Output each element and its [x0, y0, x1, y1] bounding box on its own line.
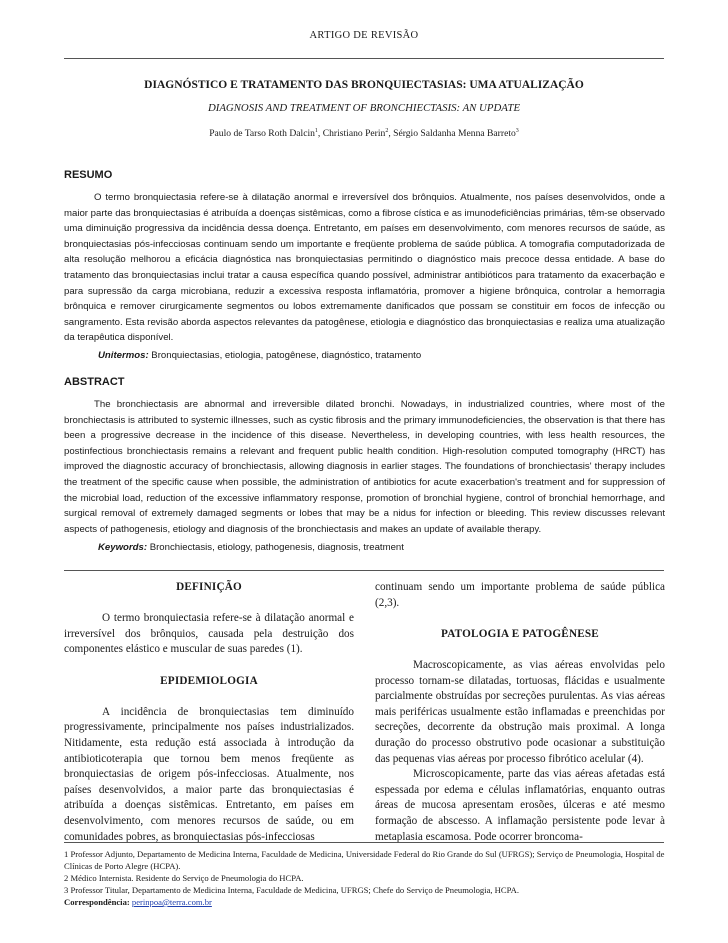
author-name: Paulo de Tarso Roth Dalcin: [209, 128, 315, 140]
correspondence-label: Correspondência:: [64, 897, 130, 907]
correspondence: [64, 896, 666, 908]
keywords-label: Unitermos:: [98, 350, 149, 361]
author-list: [0, 128, 728, 139]
keywords-label: Keywords:: [98, 542, 148, 553]
article-title: DIAGNÓSTICO E TRATAMENTO DAS BRONQUIECTASIAS: UMA ATUALIZAÇÃO: [144, 79, 584, 91]
author-separator: ,: [317, 128, 323, 140]
abstract-heading: ABSTRACT: [64, 376, 125, 388]
epidemiologia-paragraph: A incidência de bronquiectasias tem diminuído progressivamente, principalmente nos países industrializados. Nitidamente, esta redução está associada à introdução da antibioticoterapia que tornou bem menos freqüente as bronquiectasias de origem pós-infecciosas. Atualmente, nos países desenvolvidos, a maior parte das bronquiectasias é atribuída a doenças sistêmicas. Entretanto, em países em desenvolvimento, com menores recursos de saúde, ou em comunidades pobres, as bronquiectasias pós-infecciosas: [64, 705, 354, 843]
epidemiologia-heading: EPIDEMIOLOGIA: [160, 674, 258, 687]
author-affiliation-mark: 3: [515, 128, 519, 134]
abstract-paragraph: The bronchiectasis are abnormal and irreversible dilated bronchi. Nowadays, in industrialized countries, where most of the bronchiectasis is attributed to systemic illnesses, such as cystic fibrosis and the primary immunodeficiencies, the observation is that there has been a progressive decrease in the incidence of this disease. Nevertheless, in developing countries, with less health resources, the postinfectious bronchiectasis remains a relevant and frequent public health condition. High-resolution computed tomography (HRCT) has improved the diagnostic accuracy of bronchiectasis, allowing diagnosis in earlier stages. The foundations of bronchiectasis' therapy includes the treatment of the specific cause when possible, the administration of antibiotics for acute exacerbation's treatment and for suppression of the microbial load, reduction of the excessive inflammatory response, promotion of bronchial hygiene, control of bronchial hemorrhage, and surgical removal of extremely damaged segments or lobes that may be a nidus for infection or bleeding. This review discusses relevant aspects of pathogenesis, etiology and diagnosis of the bronchiectasis and makes an update of available therapy.: [64, 399, 665, 535]
abstract-keywords: [98, 542, 404, 553]
resumo-paragraph: O termo bronquiectasia refere-se à dilatação anormal e irreversível dos brônquios. Atualmente, nos países desenvolvidos, onde a maior parte das bronquiectasias é atribuída a doenças sistêmicas, como a fibrose cística e as imunodeficiências primárias, têm-se observado uma diminuição progressiva da incidência dessa doença. Entretanto, em países em desenvolvimento, com menores recursos de saúde, as bronquiectasias pós-infecciosas continuam sendo um importante e freqüente problema de saúde pública. A tomografia computadorizada de alta resolução melhorou a eficácia diagnóstica nas bronquiectasias permitindo o diagnóstico mais precoce dessa entidade. A base do tratamento das bronquiectasias inclui tratar a causa específica quando possível, administrar antibióticos para tratamento da exacerbação e para supressão da carga microbiana, reduzir a excessiva resposta inflamatória, promover a higiene brônquica, controlar a hemorragia brônquica e remover cirurgicamente segmentos ou lobos extremamente danificados que possam se constituir em focos de infecção ou sangramento. Esta revisão aborda aspectos relevantes da patogênese, etiologia e diagnóstico das bronquiectasias e realiza uma atualização da terapêutica disponível.: [64, 192, 665, 344]
patologia-paragraph-2: Microscopicamente, parte das vias aéreas afetadas está espessada por edema e células inflamatórias, enquanto outras áreas de mucosa apresentam erosões, úlceras e até mesmo formação de abscesso. A inflamação persistente pode levar à metaplasia escamosa. Pode ocorrer broncoma-: [375, 768, 665, 843]
footnote: 3 Professor Titular, Departamento de Medicina Interna, Faculdade de Medicina, UFRGS; Chefe do Serviço de Pneumologia, HCPA.: [64, 885, 519, 895]
continuation-paragraph: continuam sendo um importante problema de saúde pública (2,3).: [375, 581, 665, 609]
author-separator: ,: [388, 128, 394, 140]
article-subtitle: DIAGNOSIS AND TREATMENT OF BRONCHIECTASIS: AN UPDATE: [207, 102, 521, 114]
footnote-rule: [64, 842, 664, 843]
right-column: [375, 580, 665, 845]
definicao-heading: DEFINIÇÃO: [176, 581, 242, 593]
footnote: 1 Professor Adjunto, Departamento de Medicina Interna, Faculdade de Medicina, Universidade Federal do Rio Grande do Sul (UFRGS); Serviço de Pneumologia, Hospital de Clínicas de Porto Alegre (HCPA).: [64, 849, 665, 871]
author-name: Christiano Perin: [322, 128, 386, 140]
patologia-paragraph-1: Macroscopicamente, as vias aéreas envolvidas pelo processo tornam-se dilatadas, tortuosas, flácidas e usualmente parcialmente obstruídas por secreções purulentas. As vias aéreas mais periféricas usualmente estão inflamadas e preenchidas por secreções, decorrente da obstrução mais proximal. A longa duração do processo obstrutivo pode ocasionar a substituição das pequenas vias aéreas por processo fibrótico acelular (4).: [375, 658, 665, 765]
author-name: Sérgio Saldanha Menna Barreto: [393, 128, 516, 140]
section-rule: [64, 570, 664, 571]
header-rule: [64, 58, 664, 59]
section-tag: ARTIGO DE REVISÃO: [309, 30, 419, 41]
abstract-body: [64, 397, 665, 537]
resumo-heading: RESUMO: [64, 169, 113, 181]
definicao-paragraph: O termo bronquiectasia refere-se à dilatação anormal e irreversível dos brônquios, causada pela destruição dos componentes elástico e muscular de suas paredes (1).: [64, 612, 354, 656]
footnotes: [64, 848, 666, 908]
author-affiliation-mark: 2: [385, 128, 389, 134]
patologia-heading: PATOLOGIA E PATOGÊNESE: [441, 627, 599, 640]
keywords-list: Bronquiectasias, etiologia, patogênese, diagnóstico, tratamento: [148, 350, 422, 361]
left-column: [64, 580, 354, 845]
correspondence-email-link[interactable]: perinpoa@terra.com.br: [131, 897, 212, 907]
keywords-list: Bronchiectasis, etiology, pathogenesis, diagnosis, treatment: [147, 542, 404, 553]
footnote: 2 Médico Internista. Residente do Serviço de Pneumologia do HCPA.: [64, 873, 304, 883]
resumo-body: [64, 190, 665, 346]
author-affiliation-mark: 1: [314, 128, 318, 134]
resumo-keywords: [98, 350, 421, 361]
